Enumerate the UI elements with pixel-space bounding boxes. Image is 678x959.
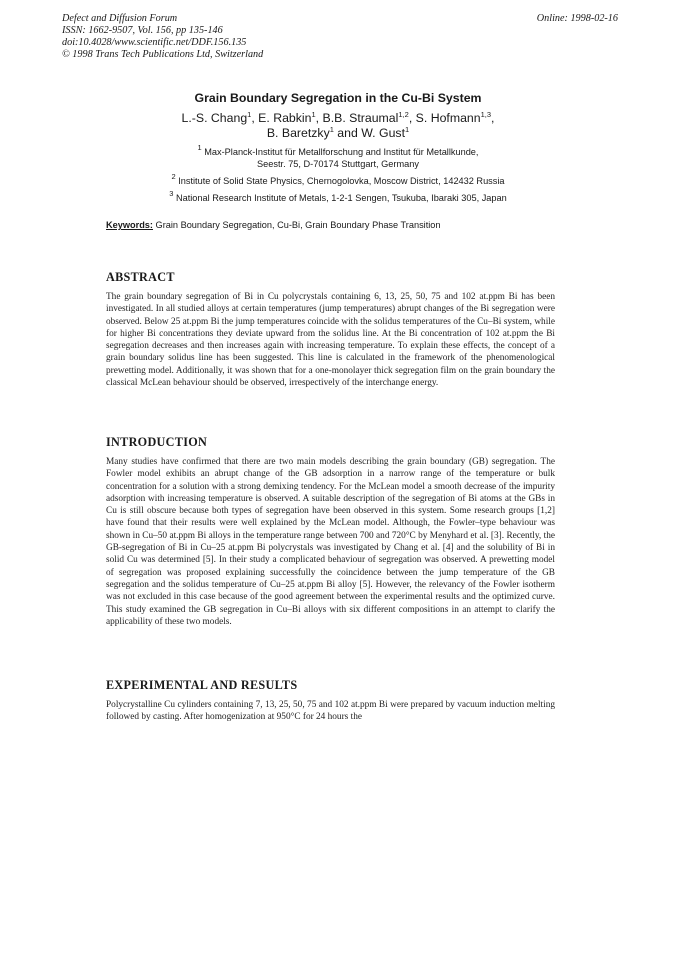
affiliation-text: National Research Institute of Metals, 1-2-1 Sengen, Tsukuba, Ibaraki 305, Japan <box>175 193 507 203</box>
author-name: S. Hofmann <box>415 111 481 125</box>
journal-name: Defect and Diffusion Forum <box>62 13 178 24</box>
keywords-label: Keywords: <box>106 220 153 230</box>
experimental-body: Polycrystalline Cu cylinders containing 7, 13, 25, 50, 75 and 102 at.ppm Bi were prepared by vacuum induction melting followed by casting. After homogenization at 950°C for 24 hours the <box>106 700 555 723</box>
paper-title: Grain Boundary Segregation in the Cu-Bi System <box>194 91 482 105</box>
author-name: L.-S. Chang <box>181 111 248 125</box>
introduction-heading: INTRODUCTION <box>106 435 208 449</box>
affiliation-line <box>60 189 616 204</box>
author-line-1 <box>60 111 616 126</box>
keywords-text: Grain Boundary Segregation, Cu-Bi, Grain Boundary Phase Transition <box>155 220 441 230</box>
keywords-line <box>106 220 441 230</box>
abstract-body: The grain boundary segregation of Bi in Cu polycrystals containing 6, 13, 25, 50, 75 and 102 at.ppm Bi has been investigated. In all studied alloys at certain temperatures (jump temperatures) abrupt changes of the Bi segregation were observed. Below 25 at.ppm Bi the jump temperatures coincide with the solidus temperatures of the Cu–Bi system, while for higher Bi concentrations they deviate upward from the solidus line. At the Bi concentration of 102 at.ppm the Bi segregation decreases and then increases again with increasing temperature. To explain these effects, the concept of a grain boundary solidus line has been suggested. This line is calculated in the framework of the phenomenological prewetting model. Additionally, it was shown that for a one-monolayer thick segregation film on the grain boundary the classical McLean behaviour should be observed, irrespectively of the interchange energy. <box>106 292 555 389</box>
author-name: B.B. Straumal <box>322 111 399 125</box>
affiliation-text: Seestr. 75, D-70174 Stuttgart, Germany <box>257 159 419 169</box>
author-affiliation-mark: 1 <box>311 110 316 119</box>
author-separator: , <box>408 111 416 125</box>
author-name: E. Rabkin <box>258 111 312 125</box>
author-separator: , <box>251 111 259 125</box>
author-line-2 <box>60 126 616 141</box>
copyright-line: © 1998 Trans Tech Publications Ltd, Switzerland <box>62 49 264 60</box>
online-date: Online: 1998-02-16 <box>536 13 618 24</box>
author-separator: , <box>315 111 323 125</box>
author-affiliation-mark: 1 <box>329 125 334 134</box>
affiliations <box>60 143 616 204</box>
introduction-body: Many studies have confirmed that there are two main models describing the grain boundary (GB) segregation. The Fowler model exhibits an abrupt change of the GB adsorption in a narrow range of the temperature or bulk concentration for a solution with a strong demixing tendency. For the McLean model a smooth decrease of the impurity adsorption with increasing temperature is observed. A suitable description of the segregation of Bi atoms at the GBs in Cu is still obscure because both types of segregation have been observed in this system. Some research groups [1,2] have found that their results were well explained by the McLean model. Although, the Fowler–type behaviour was shown in Cu–50 at.ppm Bi alloys in the temperature range between 700 and 720°C by Menyhard et al. [3]. Recently, the GB-segregation of Bi in Cu–25 at.ppm Bi polycrystals was investigated by Chang et al. [4] and the solubility of Bi in solid Cu was determined [5]. In their study a complicated behaviour of segregation was observed. A prewetting model of segregation was proposed explaining successfully the coincidence between the jump temperature of the GB segregation and the solidus temperature of Cu–25 at.ppm Bi alloy [5]. However, the relevancy of the Fowler isotherm was not excluded in this case because of the good agreement between the experimental results and the optimized curve. This study examined the GB segregation in Cu–Bi alloys with six different compositions in an attempt to clarify the applicability of these two models. <box>106 457 555 627</box>
author-affiliation-mark: 1 <box>247 110 252 119</box>
doi-line: doi:10.4028/www.scientific.net/DDF.156.135 <box>62 37 247 48</box>
author-name: W. Gust <box>361 126 405 140</box>
author-separator: , <box>491 111 495 125</box>
affiliation-mark: 1 <box>197 143 202 152</box>
author-affiliation-mark: 1,3 <box>480 110 492 119</box>
experimental-heading: EXPERIMENTAL AND RESULTS <box>106 678 298 692</box>
author-affiliation-mark: 1,2 <box>398 110 409 119</box>
author-separator: and <box>333 126 362 140</box>
author-affiliation-mark: 1 <box>404 125 410 134</box>
issn-line: ISSN: 1662-9507, Vol. 156, pp 135-146 <box>62 25 223 36</box>
journal-header <box>62 13 618 63</box>
affiliation-text: Institute of Solid State Physics, Chernogolovka, Moscow District, 142432 Russia <box>178 176 505 186</box>
abstract-heading: ABSTRACT <box>106 270 175 284</box>
affiliation-mark: 3 <box>169 189 174 198</box>
affiliation-line <box>60 172 616 187</box>
affiliation-line <box>60 158 616 170</box>
title-block <box>60 90 616 204</box>
affiliation-line <box>60 143 616 158</box>
author-name: B. Baretzky <box>266 126 330 140</box>
affiliation-text: Max-Planck-Institut für Metallforschung and Institut für Metallkunde, <box>204 147 479 157</box>
affiliation-mark: 2 <box>171 172 176 181</box>
